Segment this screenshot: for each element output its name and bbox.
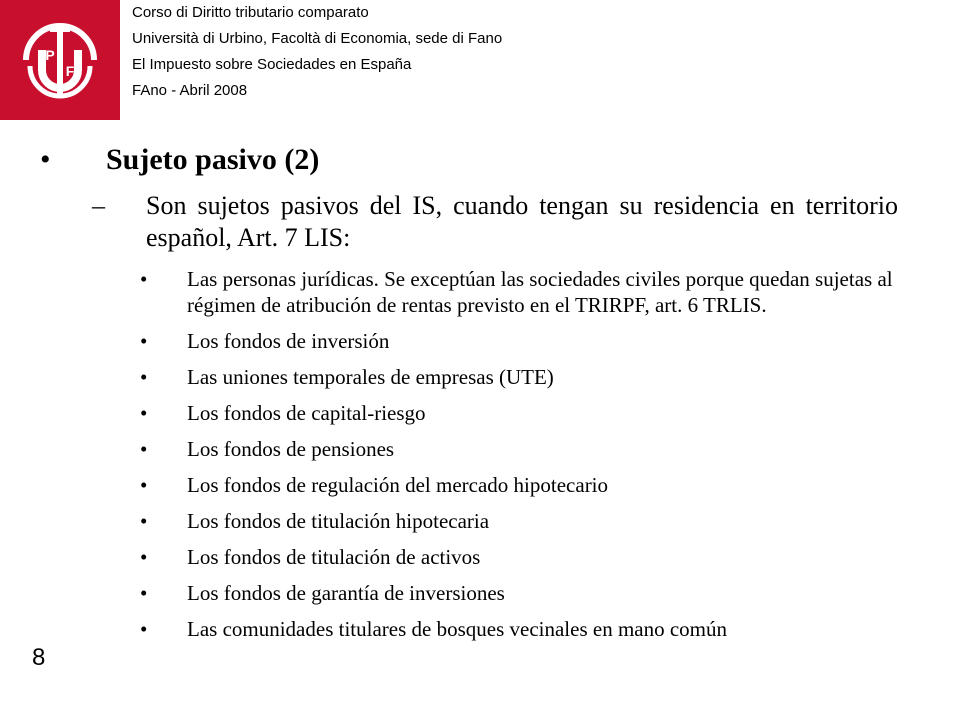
list-item-text: Los fondos de pensiones [187,437,395,461]
list-bullet: • [140,437,148,461]
list-bullet: • [140,365,148,389]
list-bullet: • [140,329,148,353]
list-bullet: • [140,509,148,533]
list-item [140,436,910,462]
university-logo [0,0,120,120]
logo-letter-f: F [65,63,75,79]
list-item [140,616,910,642]
list-bullet: • [140,581,148,605]
slide-title: Sujeto pasivo (2) [106,143,320,176]
list-bullet: • [140,401,148,425]
list-item-text: Los fondos de regulación del mercado hipotecario [187,473,609,497]
logo-letter-p: P [45,47,55,63]
list-item-text: Las personas jurídicas. Se exceptúan las sociedades civiles porque quedan sujetas al régimen de atribución de rentas previsto en el TRIRPF, art. 6 TRLIS. [187,267,893,317]
list-item-text: Los fondos de capital-riesgo [187,401,426,425]
header-line-date: FAno - Abril 2008 [132,82,248,99]
taxpayer-list [140,266,910,652]
list-item [140,472,910,498]
list-item-text: Las uniones temporales de empresas (UTE) [187,365,554,389]
list-item [140,328,910,354]
course-header [132,0,502,104]
subheading-row [92,190,898,254]
list-bullet: • [140,473,148,497]
header-line-university: Università di Urbino, Facoltà di Economia, sede di Fano [132,30,503,47]
list-item-text: Los fondos de inversión [187,329,390,353]
list-item-text: Los fondos de garantía de inversiones [187,581,505,605]
list-bullet: • [140,545,148,569]
list-item-text: Los fondos de titulación de activos [187,545,481,569]
list-item [140,266,910,318]
list-item [140,544,910,570]
page-number: 8 [32,644,46,671]
header-line-topic: El Impuesto sobre Sociedades en España [132,56,412,73]
list-item-text: Las comunidades titulares de bosques vecinales en mano común [187,617,728,641]
subheading-dash: – [92,191,105,220]
title-bullet: • [40,143,51,176]
list-item [140,508,910,534]
logo-emblem-icon [0,0,120,120]
list-item [140,580,910,606]
list-bullet: • [140,267,148,291]
list-item [140,400,910,426]
list-item [140,364,910,390]
subheading-text: Son sujetos pasivos del IS, cuando tengan su residencia en territorio español, Art. 7 LIS: [146,191,898,252]
list-item-text: Los fondos de titulación hipotecaria [187,509,490,533]
list-bullet: • [140,617,148,641]
header-line-course: Corso di Diritto tributario comparato [132,4,369,21]
